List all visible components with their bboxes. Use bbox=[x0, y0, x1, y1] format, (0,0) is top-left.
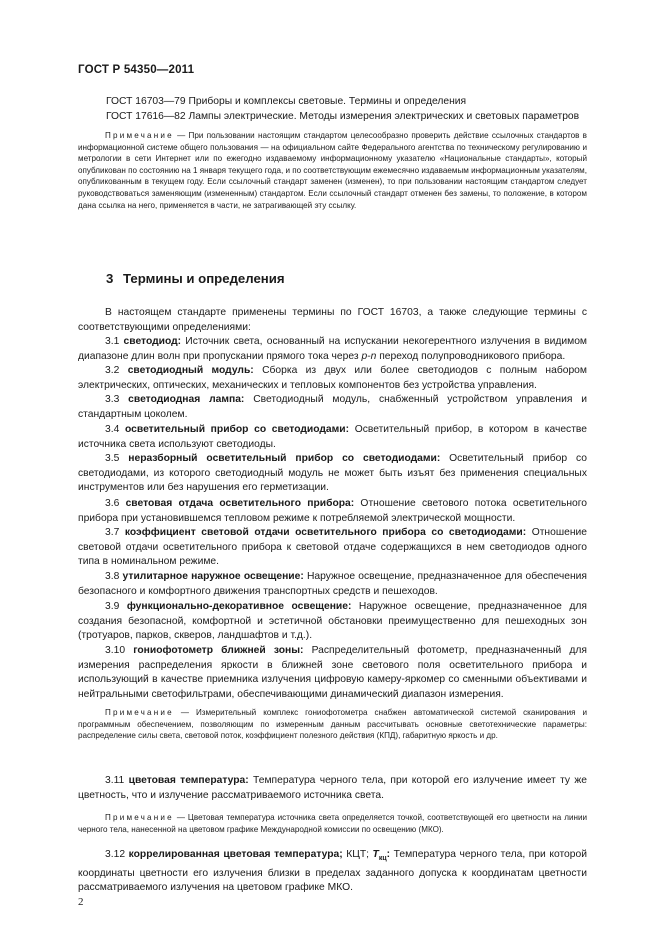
term-3-5 bbox=[78, 452, 587, 496]
term-3-6 bbox=[78, 497, 587, 526]
term-3-8 bbox=[78, 570, 587, 599]
term-name: цветовая температура: bbox=[128, 775, 249, 786]
term-definition: Распределительный фотометр, предназначенный для измерения распределения яркости в ближней зоне светового поля осветительного прибора и использующий в качестве приемника излучения цифровую камеру-яркомер со сменными объективами и нейтральными светофильтрами, обеспечивающими динамический диапазон измерения. bbox=[78, 645, 587, 700]
term-symbol-subscript: кц bbox=[378, 855, 387, 863]
term-3-11 bbox=[78, 774, 587, 803]
term-3-10 bbox=[78, 644, 587, 702]
section-intro: В настоящем стандарте применены термины по ГОСТ 16703, а также следующие термины с соответствующими определениями: bbox=[78, 307, 587, 333]
section-title bbox=[106, 271, 285, 286]
term-definition: Осветительный прибор, в котором в качестве источника света используют светодиоды. bbox=[78, 424, 587, 450]
term-name: светодиод: bbox=[123, 336, 182, 347]
term-definition: Отношение светового потока осветительного прибора при установившемся тепловом режиме к потребляемой электрической мощности. bbox=[78, 498, 587, 524]
term-number: 3.1 bbox=[105, 336, 120, 347]
term-number: 3.7 bbox=[105, 527, 120, 538]
term-definition: Температура черного тела, при которой координаты цветности его излучения близки в пределах заданного допуска к координатам цветности рассматриваемого излучения на цветовом графике МКО. bbox=[78, 849, 587, 894]
note-label: Примечание bbox=[105, 708, 174, 717]
term-definition: Температура черного тела, при которой его излучение имеет ту же цветность, что и излучение рассматриваемого источника света. bbox=[78, 775, 587, 801]
note-label: Примечание bbox=[105, 813, 174, 822]
term-number: 3.12 bbox=[105, 849, 126, 860]
note-text: — При пользовании настоящим стандартом целесообразно проверить действие ссылочных стандартов в информационной системе общего пользования — на официальном сайте Федерального агентства по техническому регулированию и метрологии в сети Интернет или по ежегодно издаваемому информационному указателю «Национальные стандарты», который опубликован по состоянию на 1 января текущего года, и по соответствующим ежемесячно издаваемым информационным указателям, опубликованным в текущем году. Если ссылочный стандарт заменен (изменен), то при пользовании настоящим стандартом следует руководствоваться заменяющим (измененным) стандартом. Если ссылочный стандарт отменен без замены, то положение, в котором дана ссылка на него, применяется в части, не затрагивающей эту ссылку. bbox=[78, 131, 587, 210]
section-number: 3 bbox=[106, 271, 114, 286]
term-definition: Осветительный прибор со светодиодами, из которого светодиодный модуль не может быть изъят без применения специальных инструментов или без нарушения его герметизации. bbox=[78, 453, 587, 494]
term-definition-end: переход полупроводникового прибора. bbox=[376, 350, 566, 362]
term-symbol: T bbox=[372, 849, 379, 860]
term-number: 3.11 bbox=[105, 775, 125, 786]
term-definition-italic: p-n bbox=[361, 350, 377, 362]
reference-gost-17616: ГОСТ 17616—82 Лампы электрические. Методы измерения электрических и световых параметров bbox=[106, 111, 580, 122]
note-goniophotometer bbox=[78, 707, 587, 742]
term-definition: Наружное освещение, предназначенное для обеспечения безопасного и комфортного движения транспортных средств и пешеходов. bbox=[78, 571, 587, 597]
term-3-7 bbox=[78, 526, 587, 570]
term-number: 3.4 bbox=[105, 424, 120, 435]
term-name: функционально-декоративное освещение: bbox=[126, 601, 352, 612]
term-name: светодиодный модуль: bbox=[127, 365, 254, 376]
term-3-9 bbox=[78, 600, 587, 644]
document-header: ГОСТ Р 54350—2011 bbox=[78, 64, 195, 76]
term-name: утилитарное наружное освещение: bbox=[122, 571, 304, 582]
term-number: 3.5 bbox=[105, 453, 120, 464]
term-name: гониофотометр ближней зоны: bbox=[133, 645, 304, 656]
reference-gost-16703: ГОСТ 16703—79 Приборы и комплексы световые. Термины и определения bbox=[106, 96, 467, 107]
term-number: 3.10 bbox=[105, 645, 126, 656]
term-3-12 bbox=[78, 848, 587, 896]
note-color-temperature bbox=[78, 812, 587, 835]
term-definition: Наружное освещение, предназначенное для создания безопасной, комфортной и эстетичной обстановки преимущественно для пешеходных зон (тротуаров, парков, скверов, ландшафтов и т.д.). bbox=[78, 601, 587, 642]
term-3-2 bbox=[78, 364, 587, 393]
term-abbreviation: КЦТ; bbox=[342, 849, 373, 860]
term-definition: Светодиодный модуль, снабженный устройством управления и стандартным цоколем. bbox=[78, 394, 587, 420]
term-colon: : bbox=[386, 849, 391, 860]
page-number: 2 bbox=[78, 896, 84, 908]
term-3-3 bbox=[78, 393, 587, 422]
term-name: световая отдача осветительного прибора: bbox=[125, 498, 355, 509]
term-definition: Сборка из двух или более светодиодов с полным набором электрических, оптических, механических и тепловых компонентов без устройства управления. bbox=[78, 365, 587, 391]
term-number: 3.6 bbox=[105, 498, 120, 509]
term-definition: Источник света, основанный на испускании некогерентного излучения в видимом диапазоне длин волн при пропускании прямого тока через bbox=[78, 336, 587, 362]
note-references bbox=[78, 130, 587, 211]
note-text: — Цветовая температура источника света определяется точкой, соответствующей его цветности на линии черного тела, нанесенной на цветовом графике Международной комиссии по освещению (МКО). bbox=[78, 813, 587, 834]
term-3-1 bbox=[78, 335, 587, 364]
term-name: неразборный осветительный прибор со светодиодами: bbox=[128, 453, 441, 464]
term-number: 3.3 bbox=[105, 394, 120, 405]
note-label: Примечание bbox=[105, 131, 174, 140]
note-text: — Измерительный комплекс гониофотометра снабжен автоматической системой сканирования и программным обеспечением, позволяющим по измеренным данным рассчитывать основные светотехнические параметры: распределение силы света, световой поток, коэффициент полезного действия (КПД), габаритную яркость и др. bbox=[78, 708, 587, 741]
term-name: осветительный прибор со светодиодами: bbox=[125, 424, 350, 435]
term-definition: Отношение световой отдачи осветительного прибора к световой отдаче содержащихся в нем светодиодов одного типа в номинальном режиме. bbox=[78, 527, 587, 568]
term-3-4 bbox=[78, 423, 587, 452]
term-name: коэффициент световой отдачи осветительного прибора со светодиодами: bbox=[124, 527, 527, 538]
term-name: светодиодная лампа: bbox=[128, 394, 245, 405]
term-number: 3.2 bbox=[105, 365, 120, 376]
term-number: 3.8 bbox=[105, 571, 120, 582]
section-heading: Термины и определения bbox=[123, 271, 285, 286]
term-number: 3.9 bbox=[105, 601, 120, 612]
term-name: коррелированная цветовая температура; bbox=[128, 849, 343, 860]
